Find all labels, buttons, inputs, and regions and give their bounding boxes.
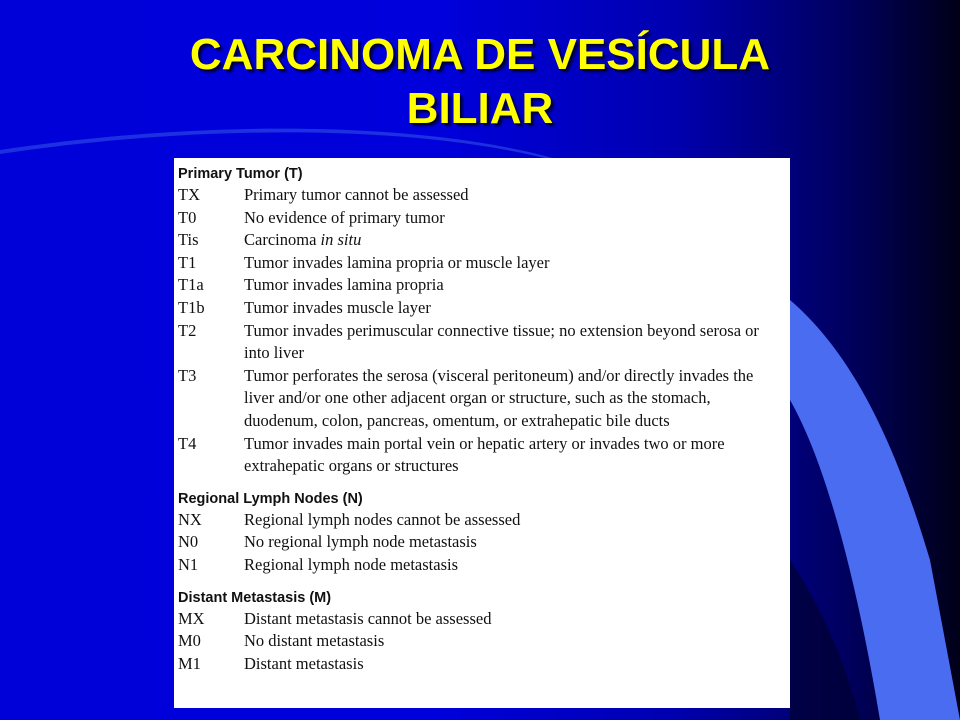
stage-code: T0 — [178, 207, 197, 227]
slide-title-line-1: CARCINOMA DE VESÍCULA — [189, 30, 771, 79]
table-row — [178, 554, 790, 577]
section-heading-primary-tumor: Primary Tumor (T) — [178, 166, 303, 182]
stage-description: Tumor perforates the serosa (visceral peritoneum) and/or directly invades the liver and/or one other adjacent organ or structure, such as the stomach, duodenum, colon, pancreas, omentum, or extrahepatic bile ducts — [244, 365, 754, 430]
table-row — [178, 433, 790, 478]
stage-code: T1b — [178, 297, 205, 317]
stage-description: Distant metastasis — [244, 653, 364, 673]
table-row — [178, 297, 790, 320]
stage-code: T3 — [178, 365, 197, 385]
table-row — [178, 630, 790, 653]
stage-description: Tumor invades lamina propria or muscle layer — [244, 252, 550, 272]
stage-description: Primary tumor cannot be assessed — [244, 185, 469, 204]
stage-code: TX — [178, 185, 200, 204]
table-row — [178, 229, 790, 252]
slide-title-line-2: BILIAR — [406, 84, 554, 133]
stage-code: NX — [178, 509, 202, 529]
table-row — [178, 608, 790, 631]
slide-title — [0, 28, 960, 136]
stage-description: Tumor invades perimuscular connective tissue; no extension beyond serosa or into liver — [244, 320, 759, 363]
stage-description: Tumor invades main portal vein or hepatic artery or invades two or more extrahepatic organs or structures — [244, 433, 725, 476]
table-row — [178, 531, 790, 554]
stage-code: M1 — [178, 653, 201, 673]
stage-code: N0 — [178, 532, 199, 552]
section-heading-regional-lymph-nodes: Regional Lymph Nodes (N) — [178, 490, 363, 507]
stage-description-text: Carcinoma — [244, 230, 321, 250]
stage-description: No regional lymph node metastasis — [244, 532, 477, 552]
table-row — [178, 252, 790, 275]
stage-code: T2 — [178, 320, 197, 340]
section-heading-distant-metastasis: Distant Metastasis (M) — [178, 589, 332, 606]
table-row — [178, 207, 790, 230]
stage-code: MX — [178, 608, 205, 628]
stage-code: T1a — [178, 275, 204, 295]
stage-code: T4 — [178, 433, 197, 453]
stage-description: Regional lymph node metastasis — [244, 554, 459, 574]
stage-code: M0 — [178, 631, 201, 651]
stage-code: T1 — [178, 252, 197, 272]
table-row — [178, 365, 790, 433]
stage-description — [244, 229, 790, 252]
stage-code: Tis — [178, 230, 199, 250]
table-row — [178, 184, 790, 207]
stage-description: Distant metastasis cannot be assessed — [244, 608, 492, 628]
table-row — [178, 320, 790, 365]
stage-description: Tumor invades muscle layer — [244, 297, 431, 317]
stage-description: Regional lymph nodes cannot be assessed — [244, 509, 521, 529]
table-row — [178, 509, 790, 532]
stage-description-italic: in situ — [320, 230, 362, 250]
stage-code: N1 — [178, 554, 199, 574]
table-row — [178, 653, 790, 676]
stage-description: No distant metastasis — [244, 631, 385, 651]
stage-description: No evidence of primary tumor — [244, 207, 445, 227]
stage-description: Tumor invades lamina propria — [244, 275, 444, 295]
tnm-staging-table — [174, 158, 790, 708]
table-row — [178, 274, 790, 297]
